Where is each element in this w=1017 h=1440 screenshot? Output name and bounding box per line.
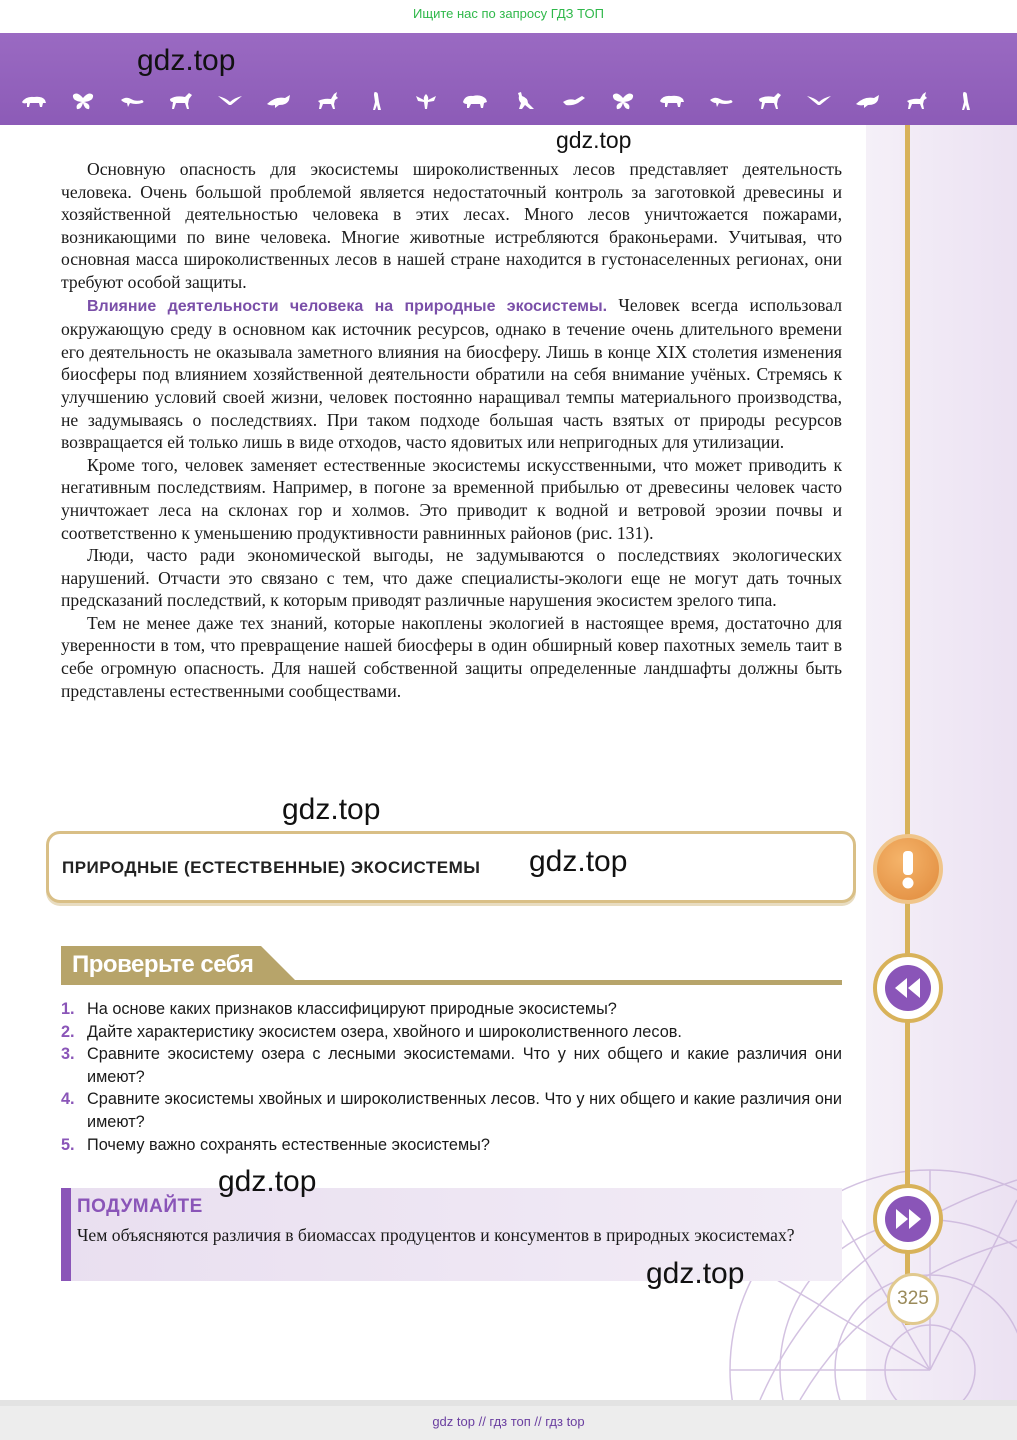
rewind-icon	[893, 975, 923, 1001]
bird-icon	[216, 90, 244, 112]
paragraph: Люди, часто ради экономической выгоды, не задумываются о последствиях экологических нарушений. Отчасти это связано с тем, что даже специалисты-экологи еще не могут дать точных предсказаний последствий, к которым приводят различные нарушения экосистем зрелого типа.	[61, 545, 842, 611]
insect-icon	[412, 90, 440, 112]
check-yourself-title: Проверьте себя	[72, 951, 254, 978]
footer-rule	[0, 1400, 1017, 1406]
think-text: Чем объясняются различия в биомассах продуцентов и консументов в природных экосистемах?	[77, 1225, 795, 1245]
watermark-header: gdz.top	[137, 44, 236, 77]
animal-silhouette-row	[20, 86, 980, 116]
butterfly-icon	[609, 90, 637, 112]
paragraph	[61, 294, 842, 454]
exclamation-icon	[888, 847, 928, 891]
watermark: gdz.top	[646, 1257, 745, 1290]
question-list	[61, 998, 842, 1156]
rewind-button-face	[885, 965, 931, 1011]
page-number: 325	[887, 1273, 939, 1325]
watermark: gdz.top	[556, 127, 632, 153]
list-item: 4. Сравните экосистемы хвойных и широколиственных лесов. Что у них общего и какие различия они имеют?	[61, 1090, 842, 1131]
butterfly-icon	[69, 90, 97, 112]
list-item: 3. Сравните экосистему озера с лесными экосистемами. Что у них общего и какие различия они имеют?	[61, 1045, 842, 1086]
horse-icon	[167, 90, 195, 112]
bear-icon	[658, 90, 686, 112]
fast-forward-button[interactable]	[873, 1184, 943, 1254]
paragraph: Основную опасность для экосистемы широколиственных лесов представляет деятельность человека. Очень большой проблемой является недостаточный контроль за заготовкой древесины и хозяйственной деятельностью человека в этих лесах. Много лесов уничтожается пожарами, возникающими по вине человека. Многие животные истребляются браконьерами. Учитывая, что основная масса широколиственных лесов в нашей стране находится в густонаселенных регионах, они требуют особой защиты.	[61, 159, 842, 292]
watermark: gdz.top	[529, 845, 628, 878]
search-hint: Ищите нас по запросу ГДЗ ТОП	[413, 6, 604, 21]
important-marker	[873, 834, 943, 904]
bison-icon	[461, 90, 489, 112]
bird-icon	[805, 90, 833, 112]
kangaroo-icon	[510, 90, 538, 112]
check-yourself-rule	[61, 980, 842, 985]
dolphin-icon	[854, 90, 882, 112]
margin-timeline-line	[905, 125, 910, 1325]
paragraph: Кроме того, человек заменяет естественные экосистемы искусственными, что может приводить к негативным последствиям. Например, в погоне за временной прибылью от древесины человек часто уничтожает леса на склонах гор и холмов. Это приводит к водной и ветровой эрозии почвы и соответственно к уменьшению продуктивности равнинных районов (рис. 131).	[61, 454, 842, 543]
main-text	[61, 158, 842, 702]
key-concept-text: ПРИРОДНЫЕ (ЕСТЕСТВЕННЫЕ) ЭКОСИСТЕМЫ	[62, 858, 481, 877]
lizard-icon	[707, 90, 735, 112]
list-item: 1. На основе каких признаков классифицируют природные экосистемы?	[61, 1000, 617, 1018]
paragraph: Тем не менее даже тех знаний, которые накоплены экологией в настоящее время, достаточно для уверенности в том, что превращение нашей биосферы в один обширный ковер пахотных земель таит в себе огромную опасность. Для нашей собственной защиты определенные ландшафты должны быть представлены естественными сообществами.	[61, 612, 842, 701]
meerkat-icon	[952, 90, 980, 112]
rewind-button[interactable]	[873, 953, 943, 1023]
think-title: ПОДУМАЙТЕ	[77, 1196, 203, 1217]
think-box-accent	[61, 1188, 71, 1281]
deer-icon	[903, 90, 931, 112]
horse-icon	[756, 90, 784, 112]
watermark: gdz.top	[218, 1165, 317, 1198]
animal-icon	[20, 90, 48, 112]
list-item: 5. Почему важно сохранять естественные экосистемы?	[61, 1135, 490, 1154]
fast-forward-icon	[893, 1206, 923, 1232]
footer-links[interactable]: gdz top // гдз топ // гдз top	[432, 1414, 585, 1429]
bird-icon	[560, 90, 588, 112]
watermark: gdz.top	[282, 793, 381, 826]
deer-icon	[314, 90, 342, 112]
paragraph-body: Человек всегда использовал окружающую среду в основном как источник ресурсов, однако в течение очень длительного времени его деятельность не оказывала заметного влияния на биосферу. Лишь в конце XIX столетия изменения биосферы под влиянием хозяйственной деятельности обратили на себя внимание учёных. Стремясь к улучшению условий своей жизни, человек постоянно наращивал темпы материального производства, не задумываясь о последствиях. При таком подходе большая часть взятых от природы ресурсов возвращается ей только лишь в виде отходов, часто ядовитых или непригодных для утилизации.	[61, 294, 842, 453]
fast-forward-button-face	[885, 1196, 931, 1242]
paragraph-lead: Влияние деятельности человека на природные экосистемы.	[87, 297, 608, 315]
meerkat-icon	[363, 90, 391, 112]
dolphin-icon	[265, 90, 293, 112]
list-item: 2. Дайте характеристику экосистем озера, хвойного и широколиственного лесов.	[61, 1022, 682, 1041]
lizard-icon	[118, 90, 146, 112]
